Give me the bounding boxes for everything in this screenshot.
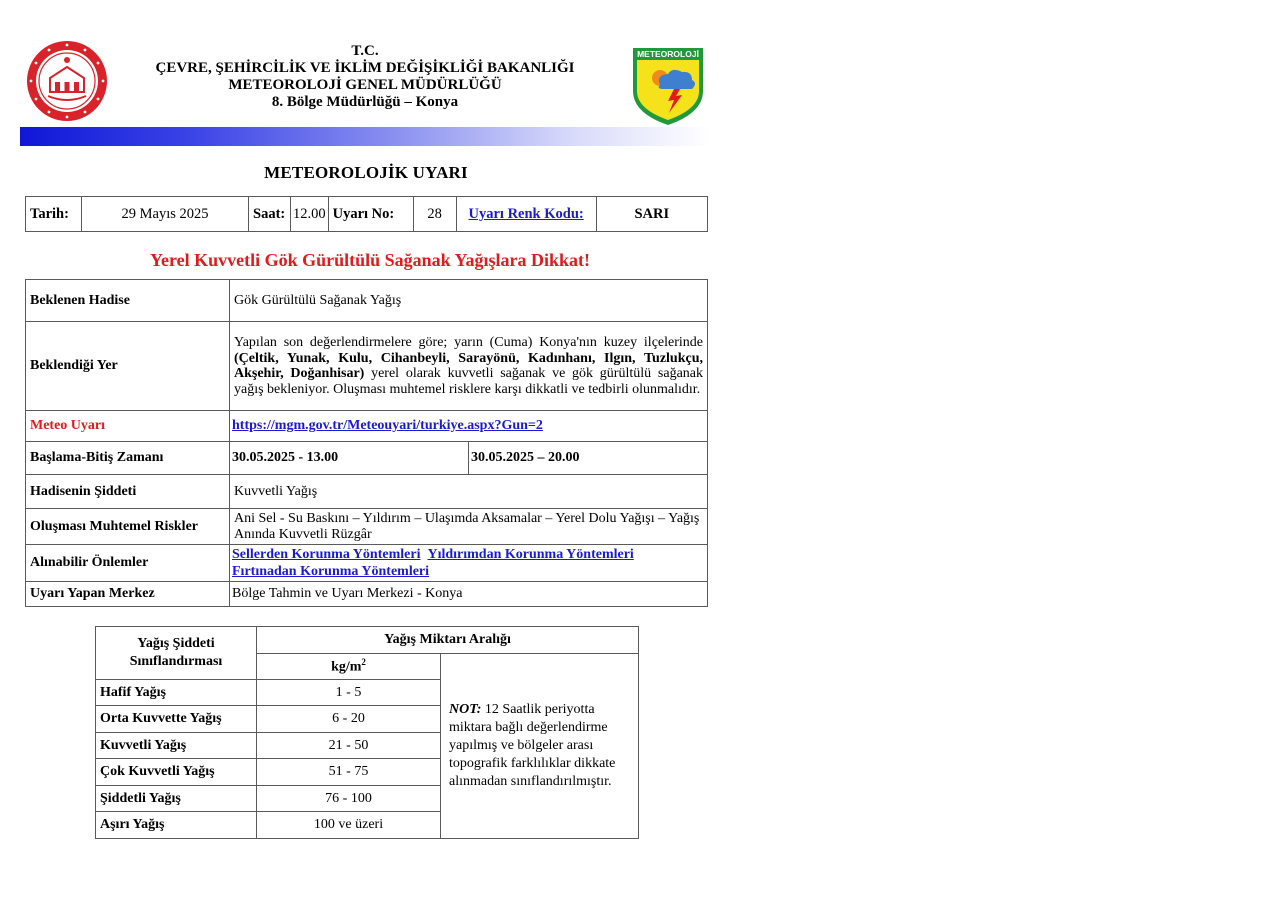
start-time-value: 30.05.2025 - 13.00: [230, 442, 469, 475]
warning-headline: Yerel Kuvvetli Gök Gürültülü Sağanak Yağışlara Dikkat!: [149, 250, 591, 270]
issuing-center-value: Bölge Tahmin ve Uyarı Merkezi - Konya: [230, 582, 708, 607]
color-code-value: SARI: [596, 197, 707, 232]
warning-no-value: 28: [413, 197, 456, 232]
time-value: 12.00: [291, 197, 329, 232]
place-text-end: yerel olarak kuvvetli sağanak ve gök gürültülü sağanak yağış bekleniyor. Oluşması muhtemel risklere karşı dikkatli ve tedbirli olunmalıdır.: [234, 366, 703, 397]
storm-protection-link[interactable]: Fırtınadan Korunma Yöntemleri: [232, 564, 430, 579]
header-line-tc: T.C.: [351, 43, 379, 59]
rain-note-text: 12 Saatlik periyotta miktara bağlı değerlendirme yapılmış ve bölgeler arası topografik farklılıklar dikkate alınmadan sınıflandırılmıştır.: [449, 702, 616, 789]
warning-no-label: Uyarı No:: [328, 197, 413, 232]
place-text-start: Yapılan son değerlendirmelere göre; yarın (Cuma) Konya'nın kuzey ilçelerinde: [234, 335, 703, 350]
rain-class-severe: Şiddetli Yağış: [96, 786, 257, 812]
risks-label: Oluşması Muhtemel Riskler: [26, 509, 230, 545]
rain-range-heavy: 21 - 50: [257, 733, 441, 759]
meteorology-shield-logo: [630, 45, 706, 127]
rain-amount-header: Yağış Miktarı Aralığı: [257, 627, 639, 654]
table-row: [26, 442, 708, 475]
warning-info-table: [25, 196, 708, 232]
rain-range-severe: 76 - 100: [257, 786, 441, 812]
rain-class-moderate: Orta Kuvvette Yağış: [96, 706, 257, 733]
rain-class-very-heavy: Çok Kuvvetli Yağış: [96, 759, 257, 786]
measures-label: Alınabilir Önlemler: [26, 545, 230, 582]
svg-text:METEOROLOJİ: METEOROLOJİ: [637, 49, 699, 59]
rain-range-moderate: 6 - 20: [257, 706, 441, 733]
rain-note: [441, 654, 639, 839]
ministry-seal-logo: [26, 40, 108, 122]
table-row: [26, 509, 708, 545]
table-row: [26, 545, 708, 582]
header-line-region: 8. Bölge Müdürlüğü – Konya: [271, 94, 459, 110]
table-row: [26, 582, 708, 607]
rain-range-light: 1 - 5: [257, 680, 441, 706]
expected-event-label: Beklenen Hadise: [26, 280, 230, 322]
start-end-time-label: Başlama-Bitiş Zamanı: [26, 442, 230, 475]
date-value: 29 Mayıs 2025: [82, 197, 249, 232]
rain-unit: [257, 654, 441, 680]
header-line-ministry: ÇEVRE, ŞEHİRCİLİK VE İKLİM DEĞİŞİKLİĞİ BAKANLIĞI: [155, 60, 575, 76]
color-code-link[interactable]: Uyarı Renk Kodu:: [468, 205, 584, 222]
color-code-cell: [456, 197, 596, 232]
rain-range-extreme: 100 ve üzeri: [257, 812, 441, 839]
rain-range-very-heavy: 51 - 75: [257, 759, 441, 786]
issuing-center-label: Uyarı Yapan Merkez: [26, 582, 230, 607]
header-line-directorate: METEOROLOJİ GENEL MÜDÜRLÜĞÜ: [228, 77, 502, 93]
rain-note-label: NOT:: [449, 702, 482, 717]
table-row: [26, 411, 708, 442]
end-time-value: 30.05.2025 – 20.00: [469, 442, 708, 475]
flood-protection-link[interactable]: Sellerden Korunma Yöntemleri: [232, 547, 421, 562]
measures-cell: [230, 545, 708, 582]
table-row: [26, 322, 708, 411]
meteo-warning-label: Meteo Uyarı: [26, 411, 230, 442]
severity-label: Hadisenin Şiddeti: [26, 475, 230, 509]
expected-place-value: [230, 322, 708, 411]
table-row: [96, 627, 639, 654]
expected-place-label: Beklendiği Yer: [26, 322, 230, 411]
rain-classification-table: [95, 626, 639, 839]
place-districts: (Çeltik, Yunak, Kulu, Cihanbeyli, Sarayönü, Kadınhanı, Ilgın, Tuzlukçu, Akşehir, Doğanhisar): [234, 350, 703, 381]
rain-unit-sup: 2: [361, 657, 366, 668]
rain-unit-base: kg/m: [331, 659, 362, 675]
rain-class-heavy: Kuvvetli Yağış: [96, 733, 257, 759]
header-block: [110, 43, 620, 111]
rain-class-light: Hafif Yağış: [96, 680, 257, 706]
rain-class-header: Yağış Şiddeti Sınıflandırması: [96, 627, 257, 680]
table-row: [26, 280, 708, 322]
risks-value: Ani Sel - Su Baskını – Yıldırım – Ulaşımda Aksamalar – Yerel Dolu Yağışı – Yağış Anında Kuvvetli Rüzgâr: [230, 509, 708, 545]
severity-value: Kuvvetli Yağış: [230, 475, 708, 509]
expected-event-value: Gök Gürültülü Sağanak Yağış: [230, 280, 708, 322]
time-label: Saat:: [249, 197, 291, 232]
meteo-warning-link[interactable]: https://mgm.gov.tr/Meteouyari/turkiye.aspx?Gun=2: [232, 418, 543, 433]
lightning-protection-link[interactable]: Yıldırımdan Korunma Yöntemleri: [427, 547, 634, 562]
rain-class-extreme: Aşırı Yağış: [96, 812, 257, 839]
warning-details-table: [25, 279, 708, 607]
header-gradient-band: [20, 127, 710, 146]
document-title: METEOROLOJİK UYARI: [264, 163, 468, 182]
date-label: Tarih:: [26, 197, 82, 232]
table-row: [26, 475, 708, 509]
meteo-warning-cell: [230, 411, 708, 442]
